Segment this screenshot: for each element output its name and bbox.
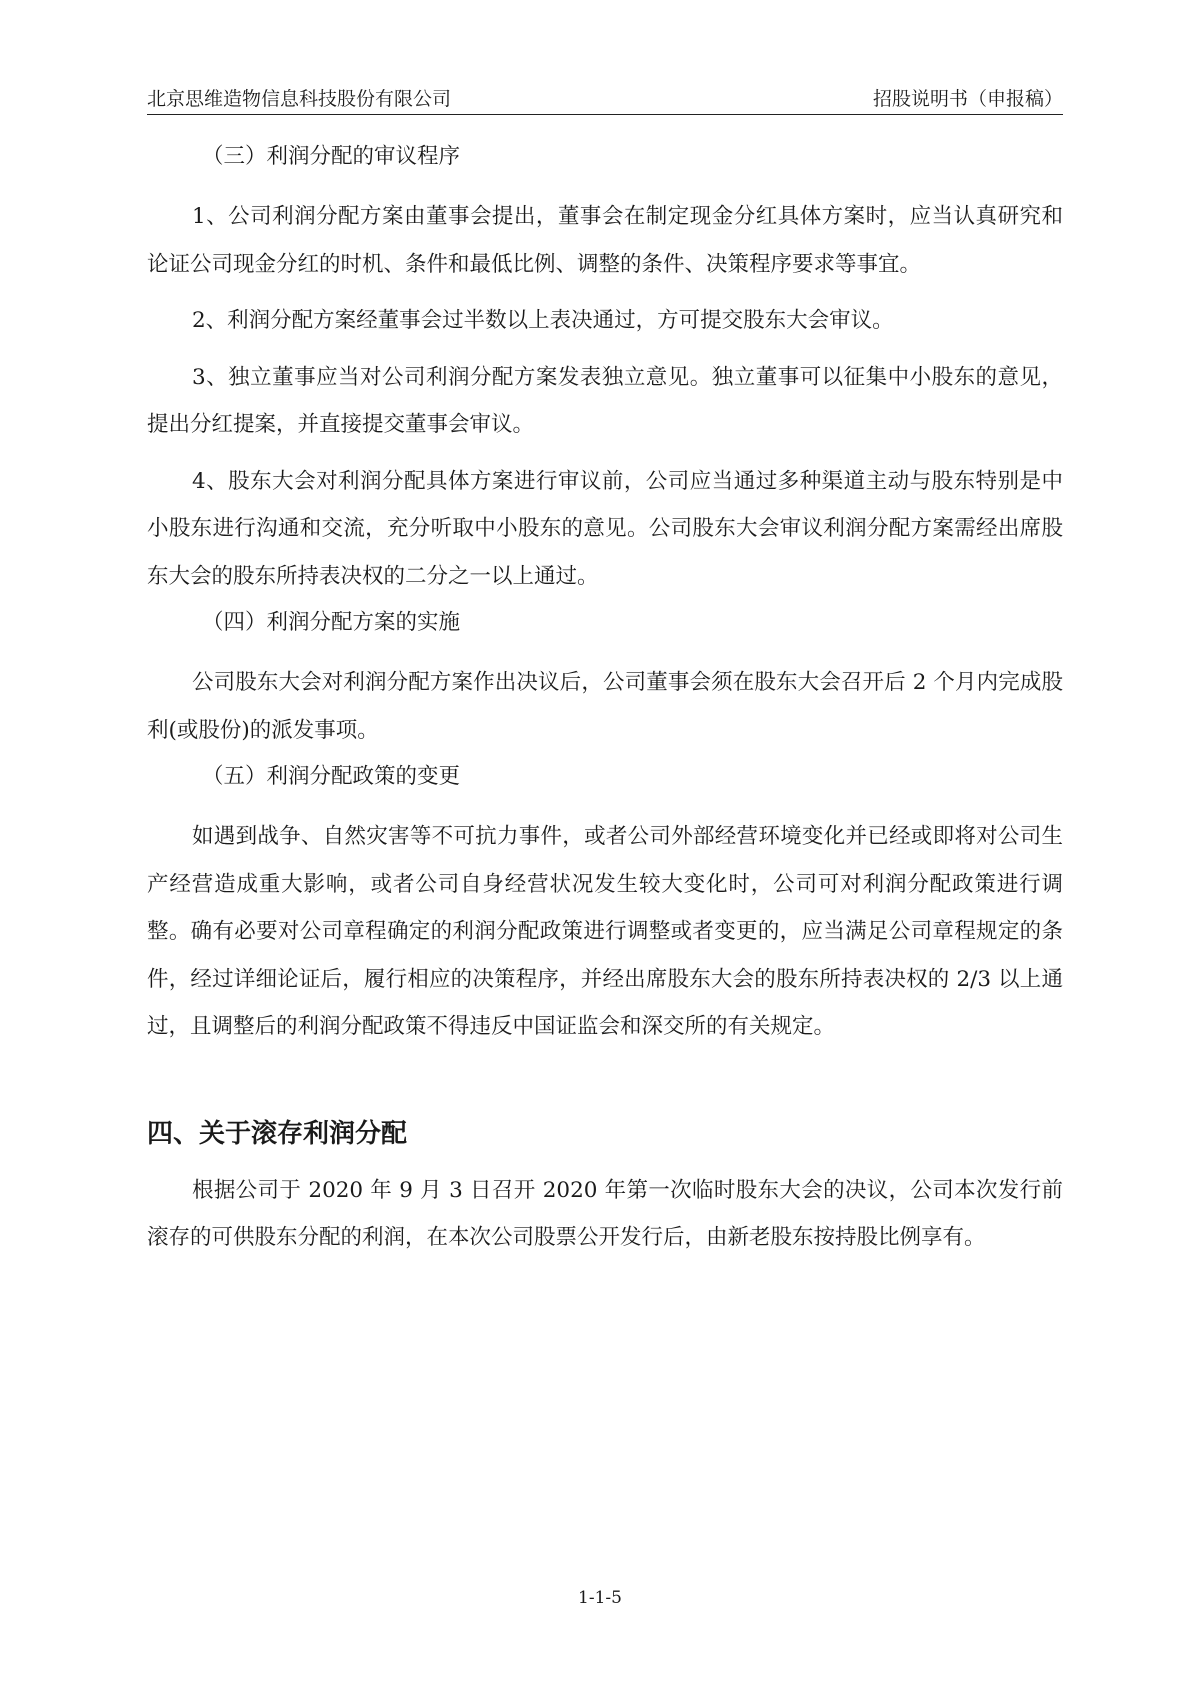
subsection-4-title: （四）利润分配方案的实施 (202, 610, 461, 635)
page-header (147, 84, 1063, 115)
section-4-paragraph: 根据公司于 2020 年 9 月 3 日召开 2020 年第一次临时股东大会的决议，公司本次发行前滚存的可供股东分配的利润，在本次公司股票公开发行后，由新老股东按持股比例享有。 (147, 1177, 1063, 1250)
paragraph-5: 如遇到战争、自然灾害等不可抗力事件，或者公司外部经营环境变化并已经或即将对公司生产经营造成重大影响，或者公司自身经营状况发生较大变化时，公司可对利润分配政策进行调整。确有必要对公司章程确定的利润分配政策进行调整或者变更的，应当满足公司章程规定的条件，经过详细论证后，履行相应的决策程序，并经出席股东大会的股东所持表决权的 2/3 以上通过，且调整后的利润分配政策不得违反中国证监会和深交所的有关规定。 (147, 824, 1063, 1039)
page-number: 1-1-5 (578, 1588, 622, 1608)
paragraph-3-3: 3、独立董事应当对公司利润分配方案发表独立意见。独立董事可以征集中小股东的意见，提出分红提案，并直接提交董事会审议。 (147, 364, 1063, 437)
header-document-type: 招股说明书（申报稿） (872, 88, 1063, 110)
header-company-name: 北京思维造物信息科技股份有限公司 (147, 88, 452, 110)
paragraph-4: 公司股东大会对利润分配方案作出决议后，公司董事会须在股东大会召开后 2 个月内完成股利(或股份)的派发事项。 (147, 670, 1063, 743)
subsection-3-title: （三）利润分配的审议程序 (202, 144, 461, 169)
section-4-title: 四、关于滚存利润分配 (147, 1118, 408, 1149)
subsection-5-title: （五）利润分配政策的变更 (202, 764, 461, 789)
paragraph-3-4: 4、股东大会对利润分配具体方案进行审议前，公司应当通过多种渠道主动与股东特别是中小股东进行沟通和交流，充分听取中小股东的意见。公司股东大会审议利润分配方案需经出席股东大会的股东所持表决权的二分之一以上通过。 (147, 468, 1063, 589)
page-body (147, 143, 1063, 1271)
paragraph-3-2: 2、利润分配方案经董事会过半数以上表决通过，方可提交股东大会审议。 (192, 308, 894, 333)
paragraph-3-1: 1、公司利润分配方案由董事会提出，董事会在制定现金分红具体方案时，应当认真研究和论证公司现金分红的时机、条件和最低比例、调整的条件、决策程序要求等事宜。 (147, 204, 1063, 277)
